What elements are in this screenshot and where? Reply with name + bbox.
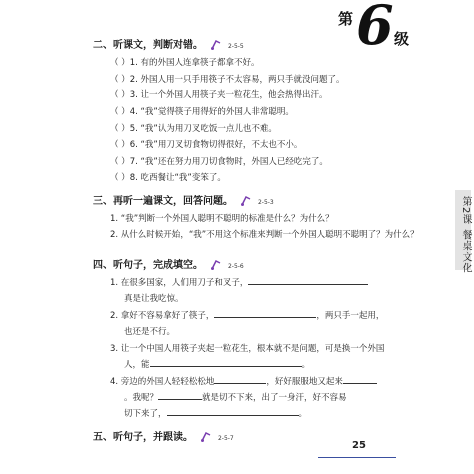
fill-blank[interactable] bbox=[167, 407, 299, 416]
fill-blank[interactable] bbox=[343, 375, 377, 384]
track-number: 2-5-5 bbox=[227, 43, 244, 50]
level-suffix: 级 bbox=[394, 30, 410, 48]
section-5-heading: 五、听句子，并跟读。 bbox=[93, 432, 193, 443]
fill-text: 4. 旁边的外国人轻轻松松地 bbox=[110, 377, 215, 387]
section-2-heading: 二、听课文，判断对错。 bbox=[93, 40, 203, 51]
fill-blank[interactable] bbox=[214, 375, 266, 384]
section-3-title bbox=[93, 192, 274, 207]
judge-item: （ ）7. “我”还在努力用刀切食物时，外国人已经吃完了。 bbox=[110, 157, 328, 167]
audio-icon[interactable] bbox=[210, 260, 222, 270]
fill-blank[interactable] bbox=[158, 391, 202, 400]
judge-item: （ ）6. “我”用刀叉切食物切得很好，不太也不小。 bbox=[110, 140, 303, 150]
fill-text: 也还是不行。 bbox=[124, 327, 176, 337]
track-number: 2-5-6 bbox=[227, 263, 244, 270]
judge-item: （ ）3. 让一个外国人用筷子夹一粒花生，他会热得出汗。 bbox=[110, 90, 328, 100]
chapter-sidebar-label: 第2课 餐桌文化 bbox=[460, 196, 471, 274]
fill-blank[interactable] bbox=[214, 309, 316, 318]
fill-blank[interactable] bbox=[150, 358, 302, 367]
fill-text: 就是切不下来，出了一身汗，好不容易 bbox=[202, 393, 347, 403]
section-4-title bbox=[93, 256, 244, 271]
audio-icon[interactable] bbox=[240, 196, 252, 206]
footer-rule bbox=[318, 457, 396, 458]
fill-text: 。 bbox=[298, 409, 308, 419]
fill-blank[interactable] bbox=[248, 276, 368, 285]
fill-text: 人，能 bbox=[124, 360, 150, 370]
judge-item: （ ）8. 吃西餐让“我”变笨了。 bbox=[110, 173, 226, 183]
fill-item-4-line-3 bbox=[124, 407, 307, 419]
fill-item-1 bbox=[110, 276, 368, 288]
fill-text: 3. 让一个中国人用筷子夹起一粒花生，根本就不是问题，可是换一个外国 bbox=[110, 344, 385, 354]
fill-text: 2. 拿好不容易拿好了筷子， bbox=[110, 311, 215, 321]
fill-text: ，好好服服地又起来 bbox=[266, 377, 343, 387]
level-prefix: 第 bbox=[338, 10, 354, 28]
section-3-heading: 三、再听一遍课文，回答问题。 bbox=[93, 196, 233, 207]
audio-icon[interactable] bbox=[210, 40, 222, 50]
track-number: 2-5-7 bbox=[217, 435, 234, 442]
fill-item-4 bbox=[110, 375, 377, 387]
level-number: 6 bbox=[356, 0, 394, 57]
question-item: 2. 从什么时候开始，“我”不用这个标准来判断一个外国人聪明不聪明了？为什么？ bbox=[110, 230, 419, 240]
judge-item: （ ）5. “我”认为用刀叉吃饭一点儿也不难。 bbox=[110, 124, 277, 134]
track-number: 2-5-3 bbox=[257, 199, 274, 206]
fill-item-4-line-2 bbox=[124, 391, 347, 403]
fill-text: 切下来了， bbox=[124, 409, 167, 419]
fill-text: 。 bbox=[301, 360, 311, 370]
fill-item-2 bbox=[110, 309, 384, 321]
judge-item: （ ）2. 外国人用一只手用筷子不太容易，两只手就没问题了。 bbox=[110, 75, 345, 85]
section-2-title bbox=[93, 36, 244, 51]
page-number: 25 bbox=[352, 440, 366, 451]
audio-icon[interactable] bbox=[200, 432, 212, 442]
fill-text: ，两只手一起用， bbox=[316, 311, 385, 321]
fill-text: 真是让我吃惊。 bbox=[124, 294, 184, 304]
judge-item: （ ）4. “我”觉得筷子用得好的外国人非常聪明。 bbox=[110, 107, 294, 117]
fill-text: 1. 在很多国家，人们用刀子和叉子， bbox=[110, 278, 249, 288]
section-4-heading: 四、听句子，完成填空。 bbox=[93, 260, 203, 271]
section-5-title bbox=[93, 428, 234, 443]
fill-item-3 bbox=[124, 358, 310, 370]
fill-text: 。我呢？ bbox=[124, 393, 159, 403]
question-item: 1. “我”判断一个外国人聪明不聪明的标准是什么？为什么？ bbox=[110, 214, 334, 224]
judge-item: （ ）1. 有的外国人连拿筷子都拿不好。 bbox=[110, 58, 260, 68]
